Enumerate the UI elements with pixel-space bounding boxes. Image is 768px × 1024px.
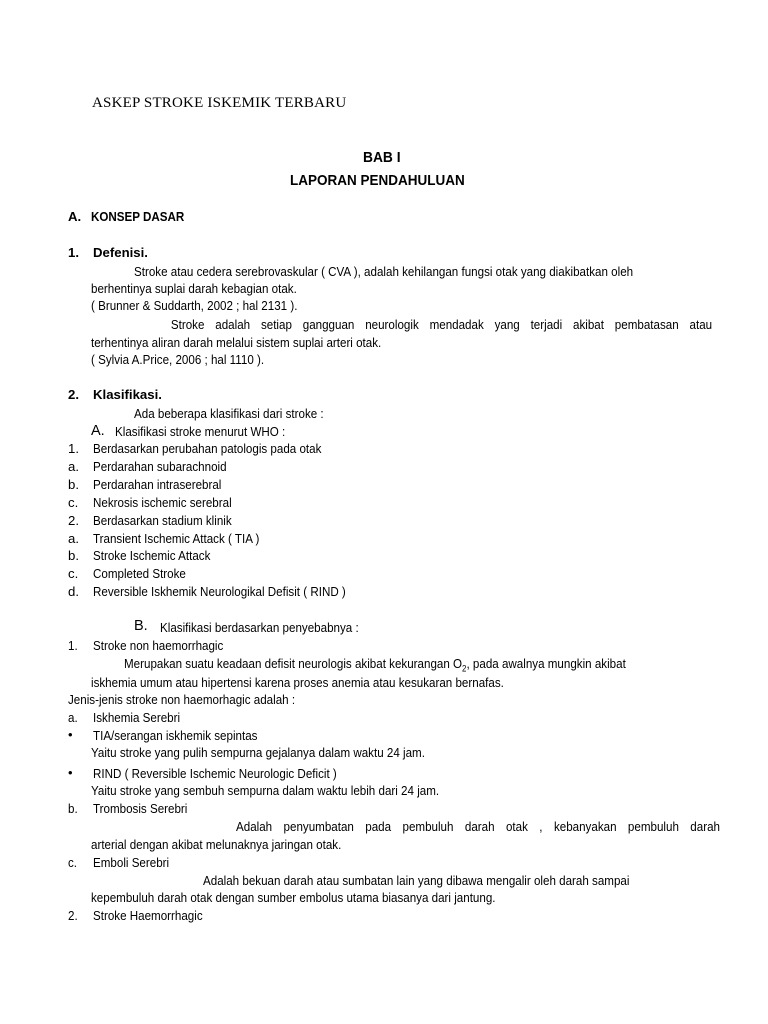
who-item-marker: a. — [68, 531, 79, 546]
classification-a-title: Klasifikasi stroke menurut WHO : — [115, 424, 286, 439]
who-item-marker: a. — [68, 459, 79, 474]
classification-b-title: Klasifikasi berdasarkan penyebabnya : — [160, 620, 359, 635]
who-item-marker: c. — [68, 566, 79, 581]
who-item-text: Perdarahan subarachnoid — [93, 459, 227, 474]
classification-number: 2. — [68, 387, 79, 402]
who-item-marker: b. — [68, 477, 79, 492]
classification-intro: Ada beberapa klasifikasi dari stroke : — [134, 406, 324, 421]
definition-p2-citation: ( Sylvia A.Price, 2006 ; hal 1110 ). — [91, 352, 265, 367]
non-haemorrhagic-types-intro: Jenis-jenis stroke non haemorhagic adalah : — [68, 692, 296, 707]
who-item-marker: c. — [68, 495, 79, 510]
classification-heading: Klasifikasi. — [93, 387, 162, 402]
who-item-text: Stroke Ischemic Attack — [93, 548, 211, 563]
chapter-title: LAPORAN PENDAHULUAN — [290, 172, 465, 189]
definition-heading: Defenisi. — [93, 245, 148, 260]
emboli-line1: Adalah bekuan darah atau sumbatan lain yang dibawa mengalir oleh darah sampai — [203, 873, 630, 888]
definition-number: 1. — [68, 245, 79, 260]
non-haemorrhagic-desc-line2: iskhemia umum atau hipertensi karena proses anemia atau kesukaran bernafas. — [91, 675, 504, 690]
trombosis-marker: b. — [68, 801, 78, 816]
who-item-marker: b. — [68, 548, 79, 563]
trombosis-line1: Adalah penyumbatan pada pembuluh darah otak , kebanyakan pembuluh darah — [236, 819, 720, 834]
who-item-text: Transient Ischemic Attack ( TIA ) — [93, 531, 260, 546]
classification-a-marker: A. — [91, 423, 105, 439]
emboli-line2: kepembuluh darah otak dengan sumber embolus utama biasanya dari jantung. — [91, 890, 496, 905]
definition-p2-line1: Stroke adalah setiap gangguan neurologik mendadak yang terjadi akibat pembatasan atau — [170, 317, 713, 332]
non-haemorrhagic-marker: 1. — [68, 638, 78, 653]
document-title: ASKEP STROKE ISKEMIK TERBARU — [92, 95, 347, 111]
non-haemorrhagic-desc-line1: Merupakan suatu keadaan defisit neurologis akibat kekurangan $O_2$, pada awalnya mungkin akibat — [124, 656, 626, 674]
definition-p2-line2: terhentinya aliran darah melalui sistem suplai arteri otak. — [91, 335, 382, 350]
emboli-marker: c. — [68, 855, 78, 870]
emboli-title: Emboli Serebri — [93, 855, 170, 870]
who-item-marker: 1. — [68, 441, 79, 456]
rind-bullet: • — [68, 765, 73, 780]
who-item-text: Perdarahan intraserebral — [93, 477, 222, 492]
tia-title: TIA/serangan iskhemik sepintas — [93, 728, 258, 743]
who-item-marker: d. — [68, 584, 79, 599]
classification-b-marker: B. — [134, 618, 148, 634]
who-item-text: Berdasarkan stadium klinik — [93, 513, 232, 528]
iskhemia-marker: a. — [68, 710, 78, 725]
iskhemia-title: Iskhemia Serebri — [93, 710, 181, 725]
non-haemorrhagic-title: Stroke non haemorrhagic — [93, 638, 224, 653]
section-a-marker: A. — [68, 209, 82, 224]
who-item-text: Reversible Iskhemik Neurologikal Defisit ( RIND ) — [93, 584, 346, 599]
rind-title: RIND ( Reversible Ischemic Neurologic Deficit ) — [93, 766, 337, 781]
tia-description: Yaitu stroke yang pulih sempurna gejalanya dalam waktu 24 jam. — [91, 745, 425, 760]
definition-p1-citation: ( Brunner & Suddarth, 2002 ; hal 2131 ). — [91, 298, 298, 313]
haemorrhagic-marker: 2. — [68, 908, 78, 923]
tia-bullet: • — [68, 727, 73, 742]
who-item-text: Berdasarkan perubahan patologis pada otak — [93, 441, 322, 456]
section-a-title: KONSEP DASAR — [91, 209, 185, 224]
haemorrhagic-title: Stroke Haemorrhagic — [93, 908, 203, 923]
definition-p1-line2: berhentinya suplai darah kebagian otak. — [91, 281, 297, 296]
trombosis-line2: arterial dengan akibat melunaknya jaringan otak. — [91, 837, 342, 852]
definition-p1-line1: Stroke atau cedera serebrovaskular ( CVA ), adalah kehilangan fungsi otak yang diakibatkan oleh — [134, 264, 634, 279]
who-item-text: Nekrosis ischemic serebral — [93, 495, 232, 510]
chapter-number: BAB I — [363, 149, 401, 166]
who-item-marker: 2. — [68, 513, 79, 528]
who-item-text: Completed Stroke — [93, 566, 186, 581]
rind-description: Yaitu stroke yang sembuh sempurna dalam waktu lebih dari 24 jam. — [91, 783, 440, 798]
trombosis-title: Trombosis Serebri — [93, 801, 188, 816]
